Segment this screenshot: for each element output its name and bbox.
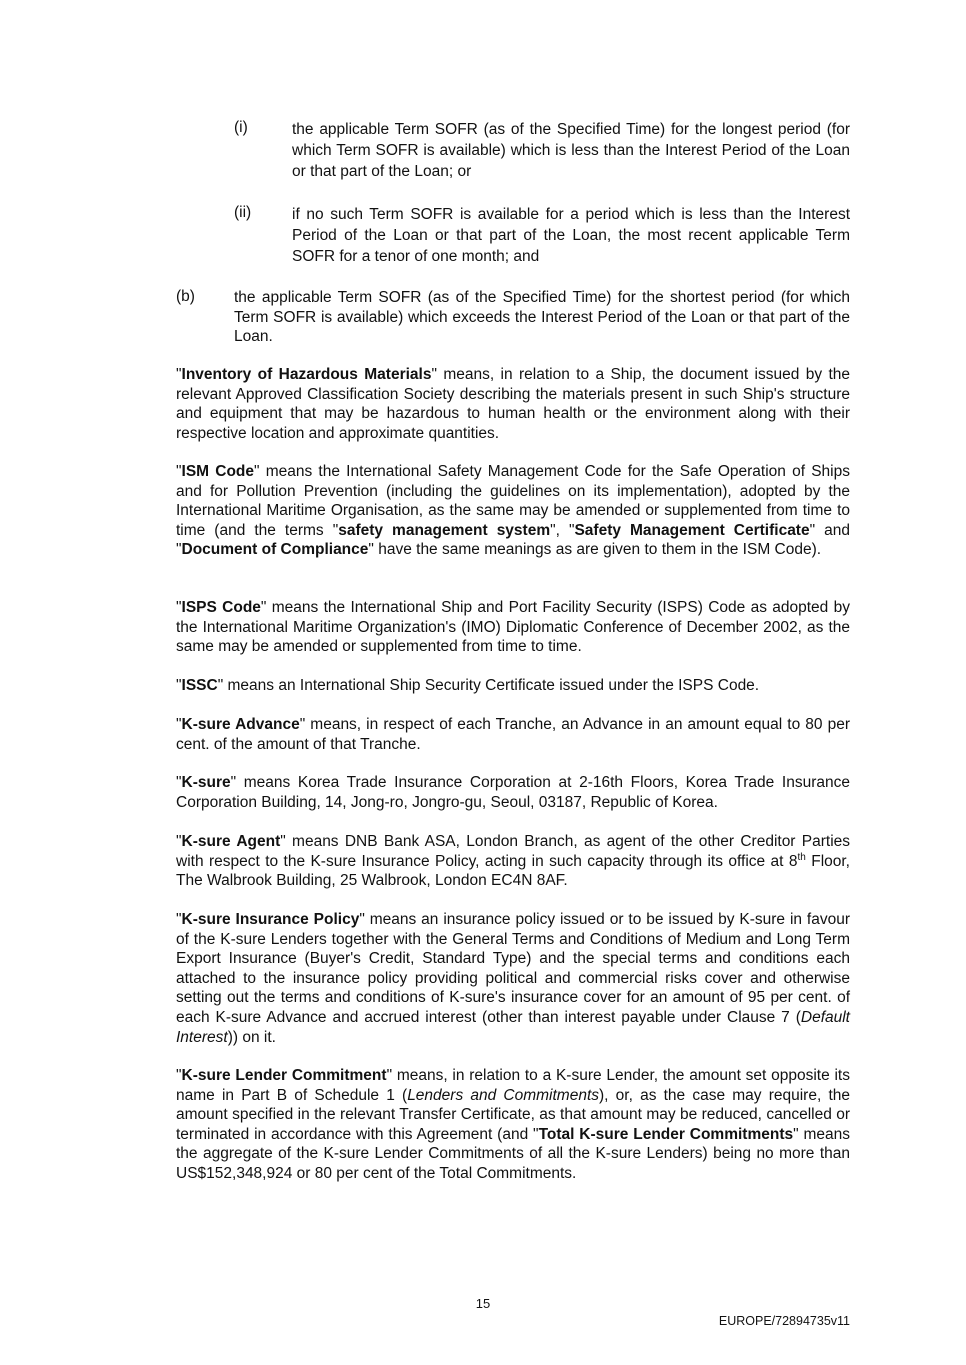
defined-term: Safety Management Certificate [574,521,810,539]
definition-paragraph: "K-sure Advance" means, in respect of each Tranche, an Advance in an amount equal to 80 per cent. of the amount of that Tranche. [176,716,850,753]
defined-term: Inventory of Hazardous Materials [181,366,432,383]
definition-paragraph: "ISSC" means an International Ship Security Certificate issued under the ISPS Code. [176,677,760,694]
page-number: 15 [475,1296,491,1311]
defined-term: K-sure Lender Commitment [181,1067,387,1084]
defined-term: Document of Compliance [181,541,369,559]
item-text: if no such Term SOFR is available for a period which is less than the Interest Period of the Loan or that part of the Loan, the most recent applicable Term SOFR for a tenor of one month; and [292,206,850,265]
defined-term: Total K-sure Lender Commitments [538,1125,794,1143]
definition-paragraph: "K-sure" means Korea Trade Insurance Corporation at 2-16th Floors, Korea Trade Insurance Corporation Building, 14, Jong-ro, Jongro-gu, Seoul, 03187, Republic of Korea. [176,774,850,811]
item-text: the applicable Term SOFR (as of the Specified Time) for the longest period (for which Term SOFR is available) which is less than the Interest Period of the Loan or that part of the Loan; or [292,121,850,180]
defined-term: safety management system [338,521,551,539]
item-label: (i) [234,119,248,136]
definition-paragraph: "K-sure Agent" means DNB Bank ASA, London Branch, as agent of the other Creditor Parties with respect to the K-sure Insurance Policy, acting in such capacity through its office at 8th Floor, The Walbrook Building, 25 Walbrook, London EC4N 8AF. [176,833,851,890]
defined-term: K-sure [181,774,231,791]
defined-term: ISSC [181,677,218,694]
defined-term: K-sure Advance [181,716,300,733]
defined-term: K-sure Agent [181,833,281,850]
item-label: (ii) [234,204,252,221]
item-text: the applicable Term SOFR (as of the Specified Time) for the shortest period (for which Term SOFR is available) which exceeds the Interest Period of the Loan or that part of the Loan. [234,289,850,346]
definition-paragraph: "ISPS Code" means the International Ship and Port Facility Security (ISPS) Code as adopted by the International Maritime Organization's (IMO) Diplomatic Conference of December 2002, as the same may be amended or supplemented from time to time. [176,599,850,656]
definition-paragraph: "K-sure Lender Commitment" means, in relation to a K-sure Lender, the amount set opposite its name in Part B of Schedule 1 (Lenders and Commitments), or, as the case may require, the amount specified in the relevant Transfer Certificate, as that amount may be reduced, cancelled or terminated in accordance with this Agreement (and "Total K-sure Lender Commitments" means the aggregate of the K-sure Lender Commitments of all the K-sure Lenders) being no more than US$152,348,924 or 80 per cent of the Total Commitments. [176,1067,850,1182]
item-label: (b) [176,288,195,305]
document-reference: EUROPE/72894735v11 [718,1314,850,1328]
definition-paragraph: "Inventory of Hazardous Materials" means, in relation to a Ship, the document issued by the relevant Approved Classification Society describing the materials present in such Ship's structure and equipment that may be hazardous to human health or the environment along with their respective location and approximate quantities. [176,366,850,442]
defined-term: ISPS Code [181,599,261,616]
defined-term: K-sure Insurance Policy [181,911,360,928]
definition-paragraph: "K-sure Insurance Policy" means an insurance policy issued or to be issued by K-sure in favour of the K-sure Lenders together with the General Terms and Conditions of Medium and Long Term Export Insurance (Buyer's Credit, Standard Type) and the special terms and conditions each attached to the insurance policy providing political and commercial risks cover and otherwise setting out the terms and conditions of K-sure's insurance cover for an amount of 95 per cent. of each K-sure Advance and accrued interest (other than interest payable under Clause 7 (Default Interest)) on it. [176,911,851,1046]
definition-paragraph: "ISM Code" means the International Safety Management Code for the Safe Operation of Ships and for Pollution Prevention (including the guidelines on its implementation), adopted by the International Maritime Organisation, as the same may be amended or supplemented from time to time (and the terms "safety management system", "Safety Management Certificate" and "Document of Compliance" have the same meanings as are given to them in the ISM Code). [176,463,850,559]
defined-term: ISM Code [181,463,255,480]
